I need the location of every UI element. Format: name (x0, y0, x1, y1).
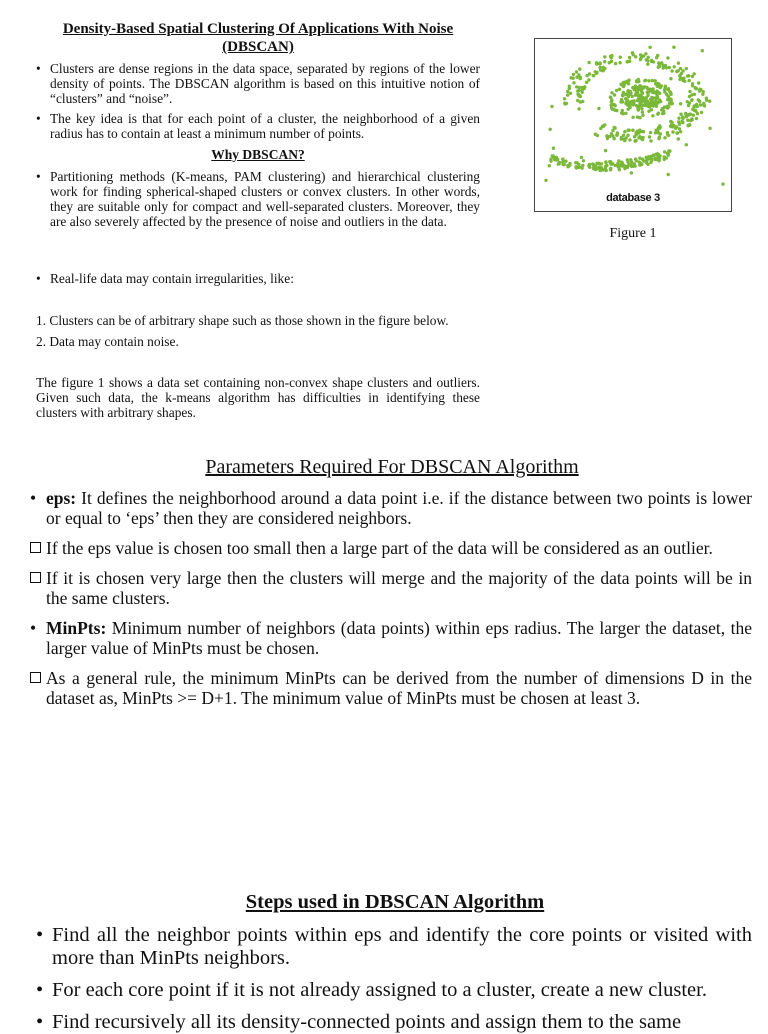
figure-caption: Figure 1 (609, 226, 657, 241)
bullet-marker: • (30, 488, 37, 508)
parameters-list (30, 488, 752, 708)
bullet-marker: • (36, 1011, 44, 1033)
steps-list (36, 924, 752, 1034)
eps-definition: It defines the neighborhood around a data point i.e. if the distance between two points is lower or equal to ‘eps’ then they are considered neighbors. (46, 488, 752, 528)
minpts-rule-text: As a general rule, the minimum MinPts can be derived from the number of dimensions D in the dataset as, MinPts >= D+1. The minimum value of MinPts must be chosen at least 3. (46, 668, 752, 708)
steps-heading: Steps used in DBSCAN Algorithm (245, 891, 545, 913)
irregularity-item-1: 1. Clusters can be of arbitrary shape such as those shown in the figure below. (36, 313, 449, 328)
step-1 (36, 924, 752, 970)
bullet-clusters-definition: • Clusters are dense regions in the data space, separated by regions of the lower density of points. The DBSCAN algorithm is based on this intuitive notion of “clusters” and “noise”. (36, 61, 480, 106)
step-3 (36, 1011, 752, 1034)
eps-item (30, 488, 752, 528)
scatter-plot (535, 39, 730, 189)
bullet-key-idea: • The key idea is that for each point of a cluster, the neighborhood of a given radius has to contain at least a minimum number of points. (36, 111, 480, 141)
eps-small-item (30, 538, 752, 558)
why-dbscan-heading: Why DBSCAN? (211, 147, 305, 162)
parameters-heading: Parameters Required For DBSCAN Algorithm (205, 456, 579, 478)
why-bullet-list (36, 169, 480, 229)
bullet-partitioning-methods: • Partitioning methods (K-means, PAM clustering) and hierarchical clustering work for finding spherical-shaped clusters or convex clusters. In other words, they are suitable only for compact and well-separated clusters. Moreover, they are also severely affected by the presence of noise and outliers in the data. (36, 169, 480, 229)
step-1-text: Find all the neighbor points within eps and identify the core points or visited with more than MinPts neighbors. (52, 924, 752, 969)
eps-large-item (30, 568, 752, 608)
intro-bullet-list (36, 61, 480, 141)
checkbox-square-icon (30, 668, 41, 688)
checkbox-square-icon (30, 538, 41, 558)
figure-1-box (534, 38, 732, 212)
minpts-item (30, 618, 752, 658)
bullet-marker: • (36, 979, 44, 1001)
eps-term: eps: (46, 488, 77, 508)
minpts-definition: Minimum number of neighbors (data points) within eps radius. The larger the dataset, the larger value of MinPts must be chosen. (46, 618, 752, 658)
step-3-text: Find recursively all its density-connected points and assign them to the same (52, 1011, 682, 1033)
real-life-bullet (36, 271, 480, 286)
eps-large-text: If it is chosen very large then the clusters will merge and the majority of the data points will be in the same clusters. (46, 568, 752, 608)
step-2-text: For each core point if it is not already assigned to a cluster, create a new cluster. (52, 979, 707, 1001)
step-2 (36, 979, 752, 1002)
eps-small-text: If the eps value is chosen too small then a large part of the data will be considered as an outlier. (46, 538, 713, 558)
bullet-real-life-data: • Real-life data may contain irregularities, like: (36, 271, 480, 286)
checkbox-square-icon (30, 568, 41, 588)
figure-explanation-paragraph: The figure 1 shows a data set containing non-convex shape clusters and outliers. Given such data, the k-means algorithm has difficulties in identifying these clusters with arbitrary shapes. (36, 375, 480, 420)
bullet-marker: • (36, 924, 44, 946)
bullet-marker: • (30, 618, 37, 638)
irregularity-item-2: 2. Data may contain noise. (36, 334, 179, 349)
figure-label: database 3 (606, 192, 660, 204)
minpts-rule-item (30, 668, 752, 708)
minpts-term: MinPts: (46, 618, 107, 638)
document-title: Density-Based Spatial Clustering Of Applications With Noise (DBSCAN) (62, 21, 454, 55)
